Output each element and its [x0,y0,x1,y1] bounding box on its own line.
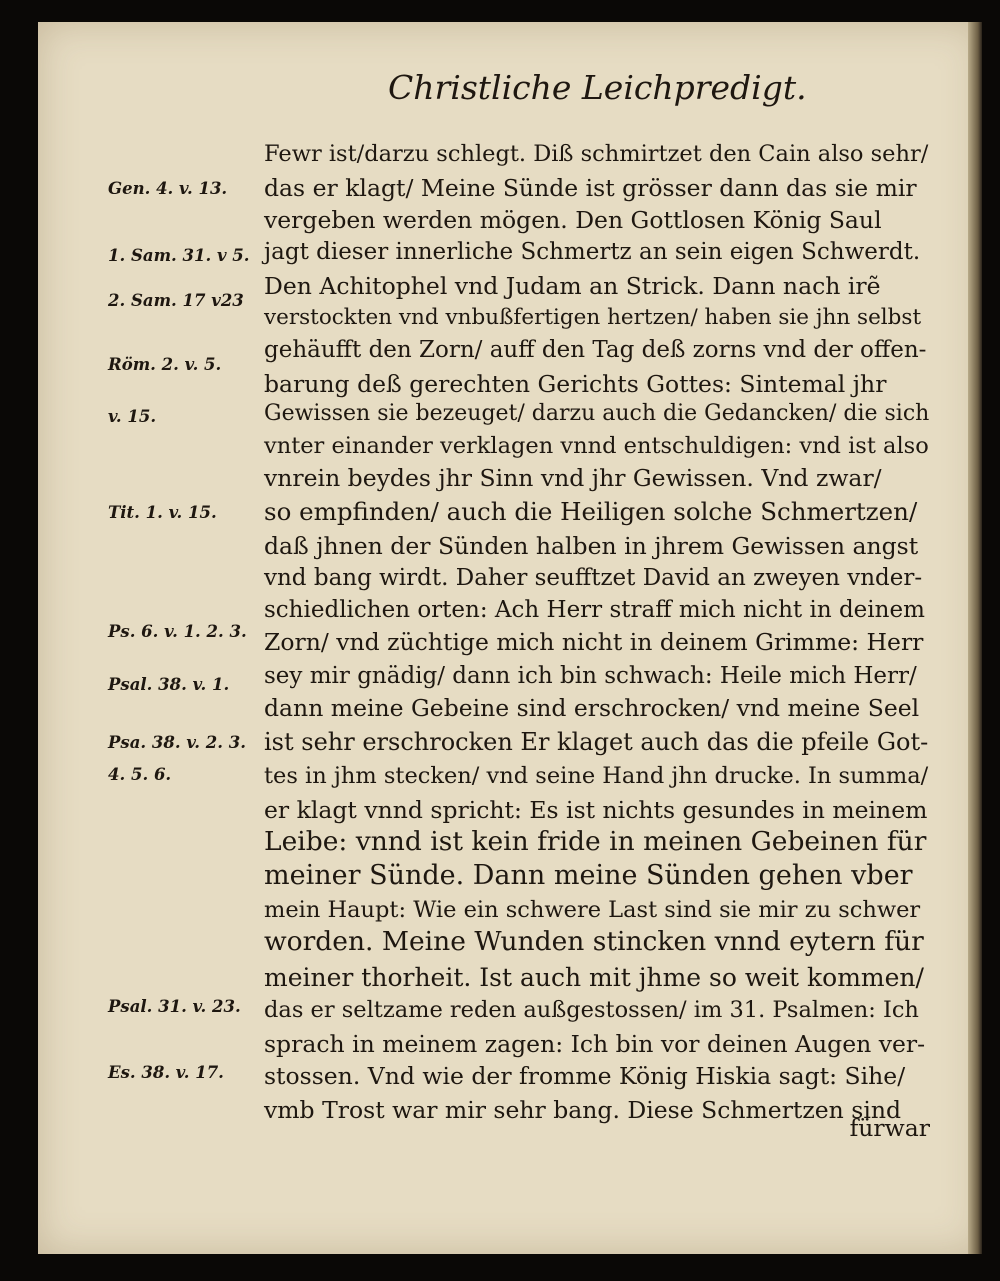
text-line: verstockten vnd vnbußfertigen hertzen/ haben sie jhn selbst [264,305,922,330]
text-line: mein Haupt: Wie ein schwere Last sind sie mir zu schwer [264,897,921,923]
margin-reference: Röm. 2. v. 5. [108,355,222,374]
text-line: vergeben werden mögen. Den Gottlosen König Saul [264,206,882,234]
text-line: tes in jhm stecken/ vnd seine Hand jhn drucke. In summa/ [264,763,929,789]
margin-reference: 2. Sam. 17 v23 [108,291,244,310]
text-line: Den Achitophel vnd Judam an Strick. Dann nach irẽ [264,272,881,300]
text-line: das er seltzame reden außgestossen/ im 31. Psalmen: Ich [264,997,919,1023]
text-line: er klagt vnnd spricht: Es ist nichts gesundes in meinem [264,796,928,824]
text-line: Gewissen sie bezeuget/ darzu auch die Gedancken/ die sich [264,401,930,426]
text-line: vnrein beydes jhr Sinn vnd jhr Gewissen. Vnd zwar/ [264,464,882,492]
text-line: vnd bang wirdt. Daher seufftzet David an zweyen vnder- [264,565,923,591]
margin-reference: 4. 5. 6. [108,765,172,784]
text-line: jagt dieser innerliche Schmertz an sein eigen Schwerdt. [264,239,921,265]
text-line: schiedlichen orten: Ach Herr straff mich nicht in deinem [264,597,925,623]
margin-reference: Psal. 38. v. 1. [108,675,230,694]
text-line: Leibe: vnnd ist kein fride in meinen Gebeinen für [264,826,927,857]
margin-reference: v. 15. [108,407,157,426]
text-line: sey mir gnädig/ dann ich bin schwach: Heile mich Herr/ [264,663,917,689]
margin-reference: Gen. 4. v. 13. [108,179,228,198]
text-line: Fewr ist/darzu schlegt. Diß schmirtzet den Cain also sehr/ [264,141,929,167]
margin-reference: Psal. 31. v. 23. [108,997,241,1016]
text-line: gehäufft den Zorn/ auff den Tag deß zorns vnd der offen- [264,337,927,363]
text-line: ist sehr erschrocken Er klaget auch das die pfeile Got- [264,728,929,756]
text-line: meiner Sünde. Dann meine Sünden gehen vber [264,860,913,891]
text-line: Zorn/ vnd züchtige mich nicht in deinem Grimme: Herr [264,628,924,656]
running-header: Christliche Leichpredigt. [388,68,807,107]
text-line: worden. Meine Wunden stincken vnnd eytern für [264,926,924,957]
text-line: stossen. Vnd wie der fromme König Hiskia sagt: Sihe/ [264,1062,906,1090]
text-line: dann meine Gebeine sind erschrocken/ vnd meine Seel [264,694,920,722]
text-line: vmb Trost war mir sehr bang. Diese Schmertzen sind [264,1096,902,1124]
text-line: barung deß gerechten Gerichts Gottes: Sintemal jhr [264,370,887,398]
margin-reference: Ps. 6. v. 1. 2. 3. [108,622,247,641]
margin-reference: 1. Sam. 31. v 5. [108,246,250,265]
text-line: das er klagt/ Meine Sünde ist grösser dann das sie mir [264,174,917,202]
margin-reference: Psa. 38. v. 2. 3. [108,733,246,752]
catchword: fürwar [849,1114,930,1142]
text-line: daß jhnen der Sünden halben in jhrem Gewissen angst [264,532,919,560]
margin-reference: Tit. 1. v. 15. [108,503,217,522]
page-edge [968,22,982,1254]
margin-reference: Es. 38. v. 17. [108,1063,224,1082]
text-line: sprach in meinem zagen: Ich bin vor deinen Augen ver- [264,1030,926,1058]
text-line: vnter einander verklagen vnnd entschuldigen: vnd ist also [264,433,929,459]
text-line: meiner thorheit. Ist auch mit jhme so weit kommen/ [264,963,924,992]
text-line: so empfinden/ auch die Heiligen solche Schmertzen/ [264,497,918,526]
